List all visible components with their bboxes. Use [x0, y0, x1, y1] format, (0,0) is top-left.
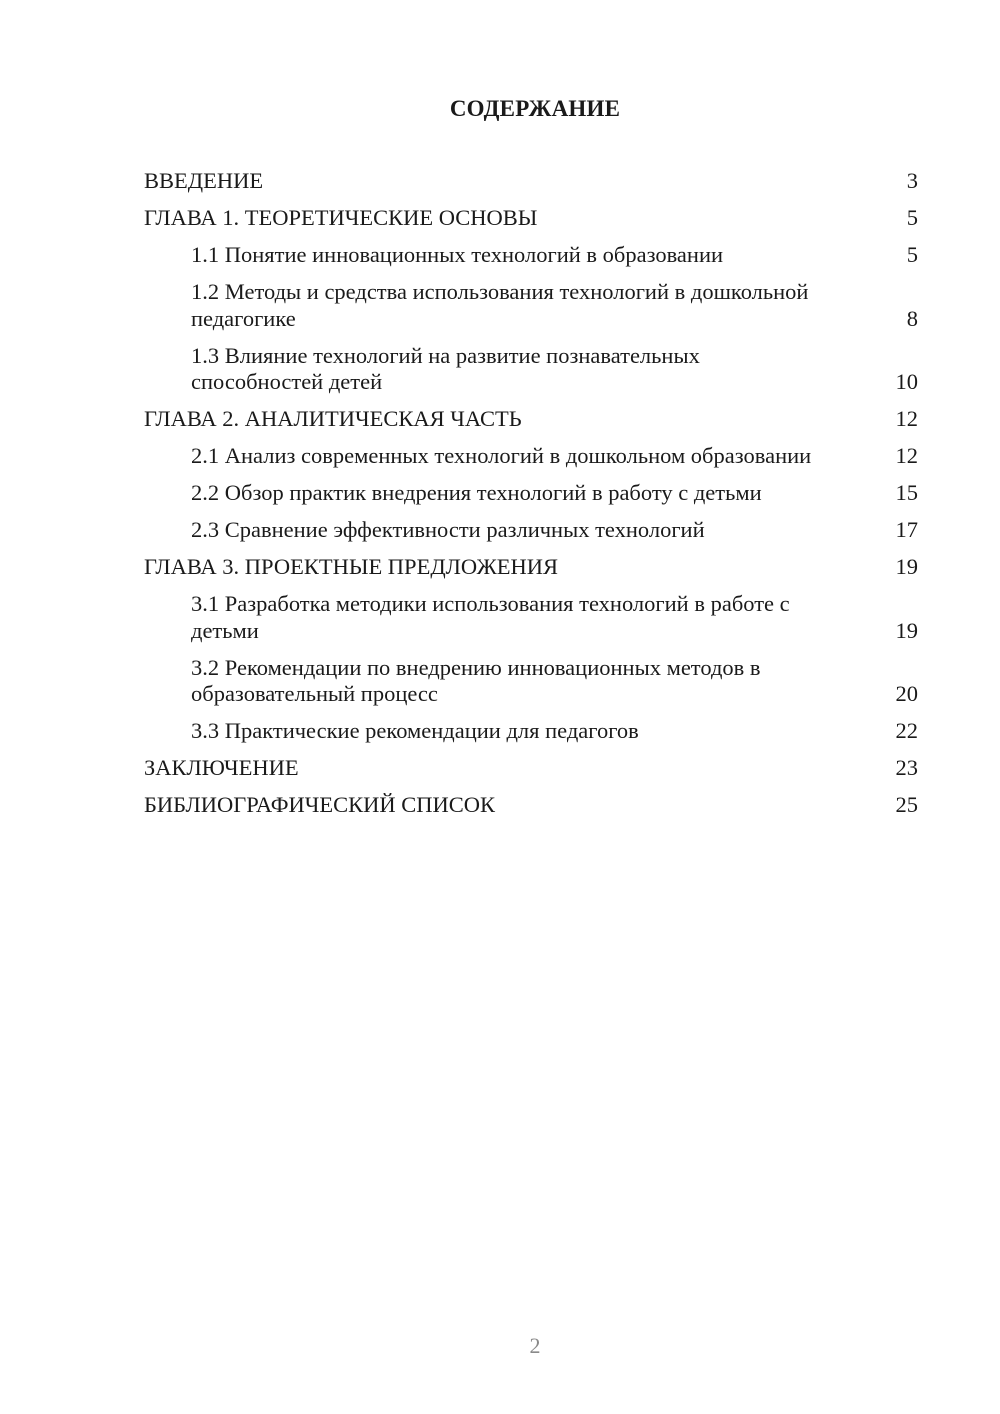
toc-entry-title: БИБЛИОГРАФИЧЕСКИЙ СПИСОК	[144, 792, 496, 817]
toc-entry-title: 3.2 Рекомендации по внедрению инновационных методов в образовательный процесс	[191, 654, 761, 706]
toc-entry-section-2-3	[144, 517, 918, 544]
toc-entry-title: 3.3 Практические рекомендации для педагогов	[191, 718, 639, 743]
toc-entry-title: ВВЕДЕНИЕ	[144, 168, 264, 193]
toc-entry-title: 2.1 Анализ современных технологий в дошкольном образовании	[191, 443, 812, 468]
toc-entry-title: ГЛАВА 3. ПРОЕКТНЫЕ ПРЕДЛОЖЕНИЯ	[144, 554, 559, 579]
toc-entry-page: 23	[895, 755, 918, 780]
toc-entry-title: 1.1 Понятие инновационных технологий в образовании	[191, 242, 724, 267]
toc-entry-title: ЗАКЛЮЧЕНИЕ	[144, 755, 299, 780]
toc-entry-page: 19	[895, 617, 918, 643]
toc-entry-introduction	[144, 168, 918, 195]
toc-entry-section-1-3	[144, 343, 918, 396]
toc-entry-page: 5	[906, 242, 918, 267]
table-of-contents	[144, 168, 918, 829]
toc-entry-page: 12	[895, 406, 918, 431]
toc-entry-section-3-3	[144, 718, 918, 745]
toc-entry-chapter-2	[144, 406, 918, 433]
toc-entry-page: 10	[895, 369, 918, 394]
toc-entry-bibliography	[144, 792, 918, 819]
toc-entry-conclusion	[144, 755, 918, 782]
toc-entry-page: 8	[906, 305, 918, 331]
toc-entry-section-3-1	[144, 591, 918, 644]
toc-entry-section-3-2	[144, 655, 918, 708]
toc-entry-title: ГЛАВА 2. АНАЛИТИЧЕСКАЯ ЧАСТЬ	[144, 406, 522, 431]
toc-entry-page: 25	[895, 792, 918, 817]
toc-entry-page: 12	[895, 443, 918, 468]
toc-entry-page: 22	[895, 718, 918, 743]
toc-entry-section-2-2	[144, 480, 918, 507]
toc-entry-title: 2.2 Обзор практик внедрения технологий в работу с детьми	[191, 480, 762, 505]
toc-entry-page: 15	[895, 480, 918, 505]
page-number: 2	[529, 1333, 541, 1358]
toc-entry-page: 3	[906, 168, 918, 193]
toc-entry-section-1-2	[144, 279, 918, 332]
toc-entry-chapter-1	[144, 205, 918, 232]
toc-entry-title: 2.3 Сравнение эффективности различных технологий	[191, 517, 705, 542]
page-title: СОДЕРЖАНИЕ	[449, 96, 621, 121]
toc-entry-page: 5	[906, 205, 918, 230]
toc-entry-title: ГЛАВА 1. ТЕОРЕТИЧЕСКИЕ ОСНОВЫ	[144, 205, 538, 230]
toc-entry-title: 1.3 Влияние технологий на развитие познавательных способностей детей	[191, 342, 700, 394]
toc-entry-title: 3.1 Разработка методики использования технологий в работе с детьми	[191, 591, 790, 643]
toc-entry-page: 17	[895, 517, 918, 542]
toc-entry-page: 20	[895, 681, 918, 706]
toc-entry-title: 1.2 Методы и средства использования технологий в дошкольной педагогике	[191, 279, 809, 331]
toc-entry-section-1-1	[144, 242, 918, 269]
toc-entry-chapter-3	[144, 554, 918, 581]
toc-entry-page: 19	[895, 554, 918, 579]
toc-entry-section-2-1	[144, 443, 918, 470]
